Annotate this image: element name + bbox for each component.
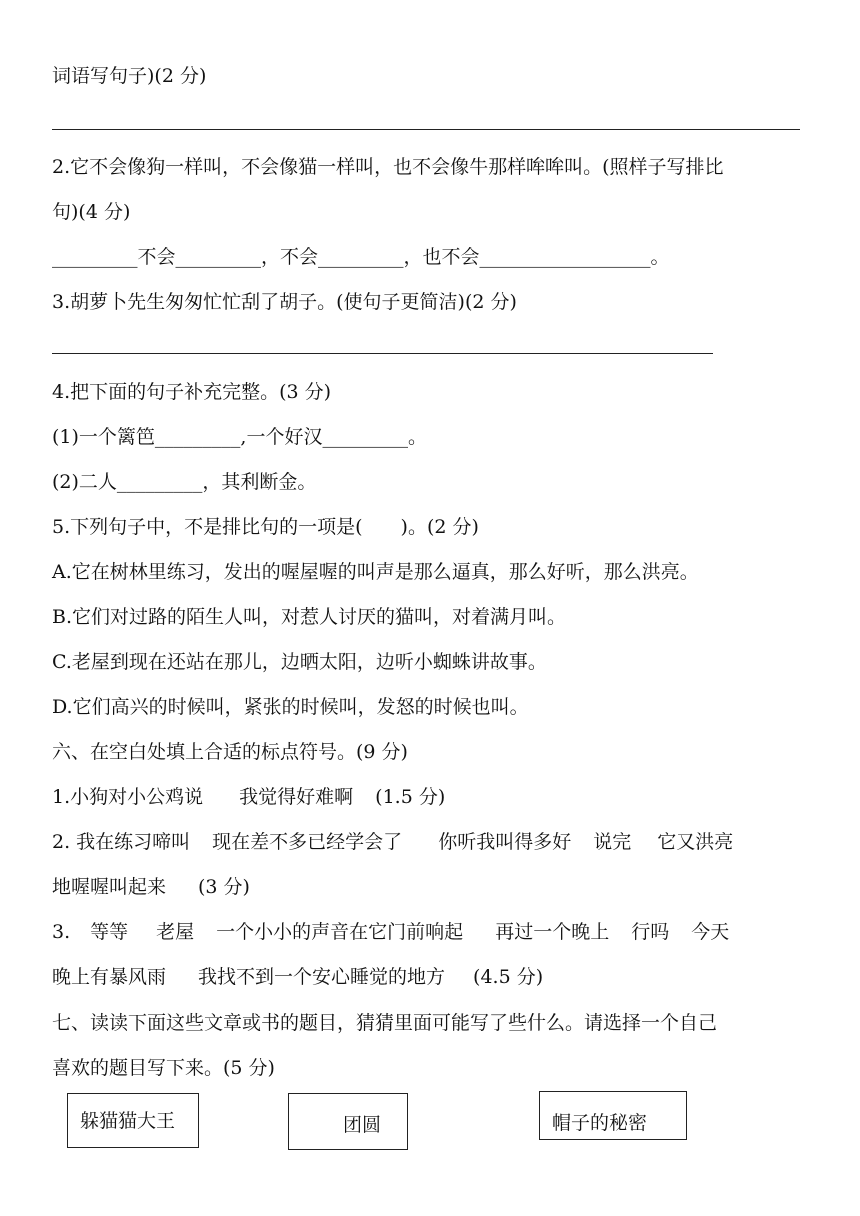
punct-question-3-cont — [52, 964, 543, 990]
punct-1-seg-3: (1.5 分) — [375, 786, 446, 808]
question-2-text-cont: 句)(4 分) — [52, 201, 131, 223]
question-5-option-d: D.它们高兴的时候叫，紧张的时候叫，发怒的时候也叫。 — [52, 696, 529, 718]
punct-question-2 — [52, 829, 733, 855]
punct-3-seg-3: 老屋 — [156, 921, 195, 943]
title-box-1 — [67, 1093, 199, 1148]
question-4-item-2: (2)二人_________，其利断金。 — [52, 471, 317, 493]
punct-question-2-cont — [52, 874, 250, 900]
punct-2-seg-4: 说完 — [593, 831, 632, 853]
punct-2-seg-3: 你听我叫得多好 — [438, 831, 572, 853]
question-2-fill-blanks: _________不会_________，不会_________，也不会__________________。 — [52, 246, 670, 268]
punct-2-seg-7: (3 分) — [198, 876, 250, 898]
title-box-2 — [288, 1093, 408, 1150]
section-6-heading: 六、在空白处填上合适的标点符号。(9 分) — [52, 741, 408, 763]
punct-3-seg-4: 一个小小的声音在它门前响起 — [216, 921, 464, 943]
title-box-3-label: 帽子的秘密 — [552, 1112, 648, 1134]
question-5-option-c: C.老屋到现在还站在那儿，边晒太阳，边听小蜘蛛讲故事。 — [52, 651, 547, 673]
punct-question-3 — [52, 919, 729, 945]
punct-2-seg-1: 2. 我在练习啼叫 — [52, 831, 191, 853]
title-box-3 — [539, 1091, 687, 1140]
question-4-text: 4.把下面的句子补充完整。(3 分) — [52, 381, 332, 403]
punct-2-seg-6: 地喔喔叫起来 — [52, 876, 167, 898]
punct-3-seg-1: 3. — [52, 921, 71, 943]
question-4-item-1: (1)一个篱笆_________,一个好汉_________。 — [52, 426, 427, 448]
punct-3-seg-5: 再过一个晚上 — [495, 921, 610, 943]
question-5-option-a: A.它在树林里练习，发出的喔屋喔的叫声是那么逼真，那么好听，那么洪亮。 — [52, 561, 699, 583]
punct-3-seg-8: 晚上有暴风雨 — [52, 966, 167, 988]
punct-3-seg-2: 等等 — [90, 921, 129, 943]
punct-1-seg-1: 1.小狗对小公鸡说 — [52, 786, 204, 808]
section-7-heading: 七、读读下面这些文章或书的题目，猜猜里面可能写了些什么。请选择一个自己 — [52, 1012, 718, 1034]
punct-3-seg-7: 今天 — [691, 921, 730, 943]
question-2-text: 2.它不会像狗一样叫，不会像猫一样叫，也不会像牛那样哞哞叫。(照样子写排比 — [52, 156, 724, 178]
question-5-option-b: B.它们对过路的陌生人叫，对惹人讨厌的猫叫，对着满月叫。 — [52, 606, 567, 628]
question-1-tail: 词语写句子)(2 分) — [52, 65, 207, 87]
title-box-1-label: 躲猫猫大王 — [80, 1110, 176, 1132]
punct-3-seg-6: 行吗 — [631, 921, 670, 943]
question-3-text: 3.胡萝卜先生匆匆忙忙刮了胡子。(使句子更简洁)(2 分) — [52, 291, 517, 313]
punct-2-seg-2: 现在差不多已经学会了 — [212, 831, 403, 853]
punct-2-seg-5: 它又洪亮 — [657, 831, 734, 853]
title-box-2-label: 团圆 — [343, 1114, 382, 1136]
punct-question-1 — [52, 784, 445, 810]
answer-line-1 — [52, 129, 800, 130]
question-5-text: 5.下列句子中，不是排比句的一项是( )。(2 分) — [52, 516, 479, 538]
punct-1-seg-2: 我觉得好难啊 — [239, 786, 354, 808]
punct-3-seg-9: 我找不到一个安心睡觉的地方 — [198, 966, 446, 988]
answer-line-3 — [52, 353, 713, 354]
section-7-heading-cont: 喜欢的题目写下来。(5 分) — [52, 1057, 275, 1079]
punct-3-seg-10: (4.5 分) — [473, 966, 544, 988]
